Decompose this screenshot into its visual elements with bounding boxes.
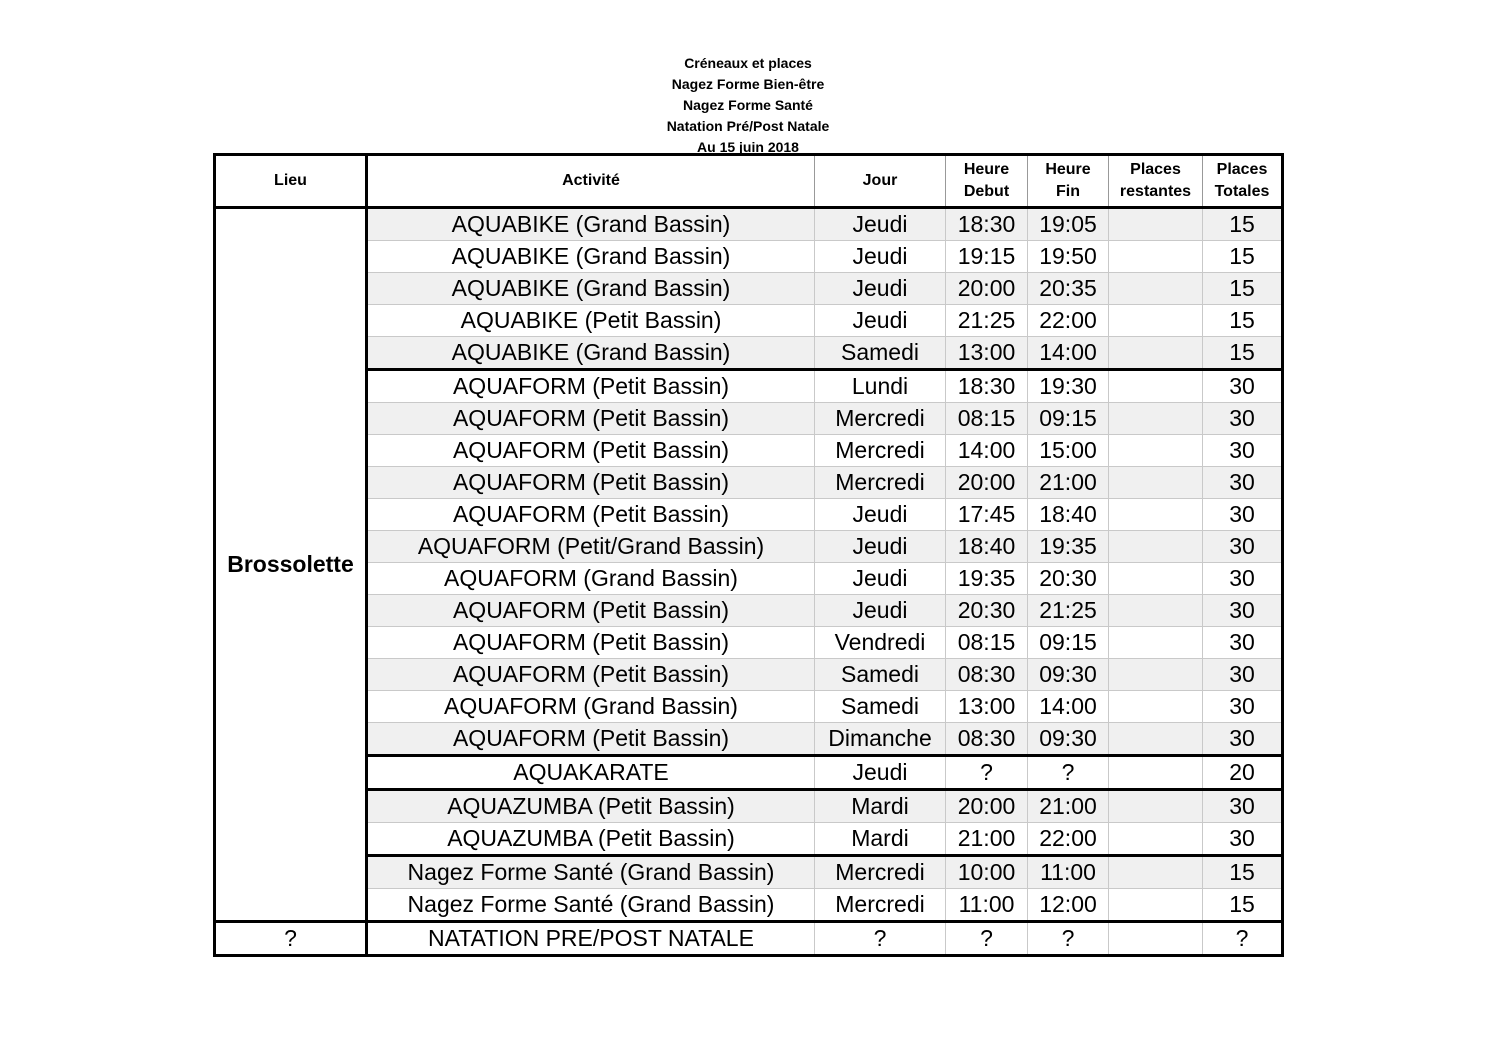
header-jour: Jour bbox=[815, 155, 946, 208]
activite-cell: AQUAFORM (Petit Bassin) bbox=[367, 499, 815, 531]
activite-cell: AQUAFORM (Petit/Grand Bassin) bbox=[367, 531, 815, 563]
header-heure-fin bbox=[1028, 155, 1109, 208]
fin-cell: 21:00 bbox=[1028, 467, 1109, 499]
fin-cell: 11:00 bbox=[1028, 856, 1109, 889]
restantes-cell bbox=[1109, 403, 1203, 435]
activite-cell: AQUAFORM (Grand Bassin) bbox=[367, 563, 815, 595]
fin-cell: 21:25 bbox=[1028, 595, 1109, 627]
schedule-table bbox=[213, 153, 1284, 957]
restantes-cell bbox=[1109, 823, 1203, 856]
totales-cell: 30 bbox=[1203, 435, 1283, 467]
restantes-cell bbox=[1109, 627, 1203, 659]
activite-cell: Nagez Forme Santé (Grand Bassin) bbox=[367, 889, 815, 922]
table-row bbox=[215, 659, 1283, 691]
table-row bbox=[215, 305, 1283, 337]
debut-cell: 08:30 bbox=[946, 723, 1028, 756]
jour-cell: ? bbox=[815, 922, 946, 956]
debut-cell: 20:00 bbox=[946, 790, 1028, 823]
restantes-cell bbox=[1109, 241, 1203, 273]
activite-cell: AQUAFORM (Petit Bassin) bbox=[367, 723, 815, 756]
jour-cell: Jeudi bbox=[815, 531, 946, 563]
activite-cell: AQUAZUMBA (Petit Bassin) bbox=[367, 790, 815, 823]
debut-cell: 20:00 bbox=[946, 467, 1028, 499]
fin-cell: 20:30 bbox=[1028, 563, 1109, 595]
totales-cell: 30 bbox=[1203, 790, 1283, 823]
jour-cell: Jeudi bbox=[815, 595, 946, 627]
activite-cell: AQUAKARATE bbox=[367, 756, 815, 790]
table-row bbox=[215, 241, 1283, 273]
fin-cell: 14:00 bbox=[1028, 337, 1109, 370]
debut-cell: 20:30 bbox=[946, 595, 1028, 627]
debut-cell: 20:00 bbox=[946, 273, 1028, 305]
debut-cell: 18:30 bbox=[946, 208, 1028, 241]
totales-cell: 30 bbox=[1203, 467, 1283, 499]
table-row bbox=[215, 627, 1283, 659]
header-text: Places bbox=[1216, 161, 1268, 178]
activite-cell: AQUAFORM (Grand Bassin) bbox=[367, 691, 815, 723]
jour-cell: Jeudi bbox=[815, 241, 946, 273]
jour-cell: Vendredi bbox=[815, 627, 946, 659]
title-line: Créneaux et places bbox=[684, 55, 812, 71]
table-row bbox=[215, 531, 1283, 563]
header-lieu: Lieu bbox=[215, 155, 367, 208]
title-line: Natation Pré/Post Natale bbox=[666, 118, 830, 134]
debut-cell: 19:15 bbox=[946, 241, 1028, 273]
activite-cell: AQUABIKE (Petit Bassin) bbox=[367, 305, 815, 337]
totales-cell: 30 bbox=[1203, 403, 1283, 435]
header-text: Totales bbox=[1214, 183, 1270, 200]
totales-cell: 30 bbox=[1203, 370, 1283, 403]
fin-cell: 19:50 bbox=[1028, 241, 1109, 273]
activite-cell: AQUAFORM (Petit Bassin) bbox=[367, 659, 815, 691]
restantes-cell bbox=[1109, 595, 1203, 627]
title-line: Nagez Forme Santé bbox=[683, 97, 813, 113]
jour-cell: Jeudi bbox=[815, 305, 946, 337]
debut-cell: 08:15 bbox=[946, 627, 1028, 659]
debut-cell: ? bbox=[946, 756, 1028, 790]
totales-cell: 30 bbox=[1203, 531, 1283, 563]
restantes-cell bbox=[1109, 756, 1203, 790]
header-heure-debut bbox=[946, 155, 1028, 208]
table-row bbox=[215, 273, 1283, 305]
jour-cell: Dimanche bbox=[815, 723, 946, 756]
schedule-body bbox=[215, 208, 1283, 956]
activite-cell: AQUABIKE (Grand Bassin) bbox=[367, 241, 815, 273]
fin-cell: 12:00 bbox=[1028, 889, 1109, 922]
fin-cell: 22:00 bbox=[1028, 305, 1109, 337]
activite-cell: AQUABIKE (Grand Bassin) bbox=[367, 337, 815, 370]
totales-cell: 30 bbox=[1203, 499, 1283, 531]
restantes-cell bbox=[1109, 889, 1203, 922]
activite-cell: AQUAFORM (Petit Bassin) bbox=[367, 435, 815, 467]
restantes-cell bbox=[1109, 370, 1203, 403]
debut-cell: 13:00 bbox=[946, 691, 1028, 723]
table-row bbox=[215, 435, 1283, 467]
jour-cell: Jeudi bbox=[815, 208, 946, 241]
table-row bbox=[215, 337, 1283, 370]
debut-cell: 08:15 bbox=[946, 403, 1028, 435]
lieu-cell: Brossolette bbox=[215, 208, 367, 922]
table-row bbox=[215, 856, 1283, 889]
restantes-cell bbox=[1109, 723, 1203, 756]
jour-cell: Mercredi bbox=[815, 403, 946, 435]
restantes-cell bbox=[1109, 922, 1203, 956]
restantes-cell bbox=[1109, 691, 1203, 723]
activite-cell: NATATION PRE/POST NATALE bbox=[367, 922, 815, 956]
restantes-cell bbox=[1109, 563, 1203, 595]
jour-cell: Jeudi bbox=[815, 563, 946, 595]
debut-cell: 14:00 bbox=[946, 435, 1028, 467]
header-activite: Activité bbox=[367, 155, 815, 208]
title-line: Au 15 juin 2018 bbox=[697, 139, 799, 155]
fin-cell: 15:00 bbox=[1028, 435, 1109, 467]
header-text: Heure bbox=[1045, 161, 1091, 178]
jour-cell: Mardi bbox=[815, 823, 946, 856]
fin-cell: ? bbox=[1028, 756, 1109, 790]
totales-cell: ? bbox=[1203, 922, 1283, 956]
restantes-cell bbox=[1109, 790, 1203, 823]
document-title-block bbox=[598, 53, 898, 158]
totales-cell: 30 bbox=[1203, 659, 1283, 691]
jour-cell: Mercredi bbox=[815, 889, 946, 922]
fin-cell: 19:35 bbox=[1028, 531, 1109, 563]
restantes-cell bbox=[1109, 659, 1203, 691]
table-row bbox=[215, 889, 1283, 922]
fin-cell: 19:05 bbox=[1028, 208, 1109, 241]
totales-cell: 30 bbox=[1203, 627, 1283, 659]
restantes-cell bbox=[1109, 531, 1203, 563]
lieu-cell: ? bbox=[215, 922, 367, 956]
totales-cell: 15 bbox=[1203, 241, 1283, 273]
totales-cell: 30 bbox=[1203, 723, 1283, 756]
header-text: Fin bbox=[1056, 183, 1080, 200]
table-row bbox=[215, 403, 1283, 435]
totales-cell: 15 bbox=[1203, 337, 1283, 370]
jour-cell: Mercredi bbox=[815, 856, 946, 889]
jour-cell: Jeudi bbox=[815, 273, 946, 305]
table-row bbox=[215, 790, 1283, 823]
header-text: restantes bbox=[1119, 183, 1192, 200]
fin-cell: 18:40 bbox=[1028, 499, 1109, 531]
activite-cell: AQUAFORM (Petit Bassin) bbox=[367, 403, 815, 435]
restantes-cell bbox=[1109, 467, 1203, 499]
header-text: Debut bbox=[963, 183, 1010, 200]
activite-cell: AQUABIKE (Grand Bassin) bbox=[367, 273, 815, 305]
jour-cell: Mercredi bbox=[815, 435, 946, 467]
jour-cell: Jeudi bbox=[815, 499, 946, 531]
debut-cell: 18:30 bbox=[946, 370, 1028, 403]
header-row bbox=[215, 155, 1283, 208]
totales-cell: 15 bbox=[1203, 273, 1283, 305]
debut-cell: 17:45 bbox=[946, 499, 1028, 531]
jour-cell: Jeudi bbox=[815, 756, 946, 790]
fin-cell: 21:00 bbox=[1028, 790, 1109, 823]
restantes-cell bbox=[1109, 435, 1203, 467]
table-row bbox=[215, 691, 1283, 723]
debut-cell: 11:00 bbox=[946, 889, 1028, 922]
fin-cell: 22:00 bbox=[1028, 823, 1109, 856]
activite-cell: Nagez Forme Santé (Grand Bassin) bbox=[367, 856, 815, 889]
table-row bbox=[215, 595, 1283, 627]
jour-cell: Lundi bbox=[815, 370, 946, 403]
restantes-cell bbox=[1109, 856, 1203, 889]
header-places-totales bbox=[1203, 155, 1283, 208]
header-places-restantes bbox=[1109, 155, 1203, 208]
header-text: Heure bbox=[963, 161, 1010, 178]
fin-cell: 09:15 bbox=[1028, 627, 1109, 659]
fin-cell: 19:30 bbox=[1028, 370, 1109, 403]
fin-cell: 14:00 bbox=[1028, 691, 1109, 723]
totales-cell: 15 bbox=[1203, 856, 1283, 889]
debut-cell: 21:00 bbox=[946, 823, 1028, 856]
jour-cell: Mercredi bbox=[815, 467, 946, 499]
totales-cell: 15 bbox=[1203, 305, 1283, 337]
activite-cell: AQUABIKE (Grand Bassin) bbox=[367, 208, 815, 241]
table-row bbox=[215, 563, 1283, 595]
restantes-cell bbox=[1109, 499, 1203, 531]
jour-cell: Mardi bbox=[815, 790, 946, 823]
jour-cell: Samedi bbox=[815, 337, 946, 370]
totales-cell: 15 bbox=[1203, 208, 1283, 241]
totales-cell: 15 bbox=[1203, 889, 1283, 922]
title-line: Nagez Forme Bien-être bbox=[671, 76, 825, 92]
jour-cell: Samedi bbox=[815, 691, 946, 723]
debut-cell: 18:40 bbox=[946, 531, 1028, 563]
activite-cell: AQUAFORM (Petit Bassin) bbox=[367, 595, 815, 627]
debut-cell: 13:00 bbox=[946, 337, 1028, 370]
totales-cell: 30 bbox=[1203, 691, 1283, 723]
fin-cell: 09:30 bbox=[1028, 659, 1109, 691]
restantes-cell bbox=[1109, 305, 1203, 337]
restantes-cell bbox=[1109, 337, 1203, 370]
activite-cell: AQUAZUMBA (Petit Bassin) bbox=[367, 823, 815, 856]
debut-cell: ? bbox=[946, 922, 1028, 956]
table-row bbox=[215, 499, 1283, 531]
debut-cell: 21:25 bbox=[946, 305, 1028, 337]
restantes-cell bbox=[1109, 208, 1203, 241]
debut-cell: 19:35 bbox=[946, 563, 1028, 595]
table-row bbox=[215, 823, 1283, 856]
activite-cell: AQUAFORM (Petit Bassin) bbox=[367, 467, 815, 499]
restantes-cell bbox=[1109, 273, 1203, 305]
totales-cell: 30 bbox=[1203, 823, 1283, 856]
fin-cell: 09:30 bbox=[1028, 723, 1109, 756]
totales-cell: 30 bbox=[1203, 563, 1283, 595]
debut-cell: 08:30 bbox=[946, 659, 1028, 691]
totales-cell: 30 bbox=[1203, 595, 1283, 627]
activite-cell: AQUAFORM (Petit Bassin) bbox=[367, 627, 815, 659]
fin-cell: ? bbox=[1028, 922, 1109, 956]
fin-cell: 09:15 bbox=[1028, 403, 1109, 435]
table-row bbox=[215, 723, 1283, 756]
header-text: Places bbox=[1130, 161, 1181, 178]
table-row bbox=[215, 208, 1283, 241]
table-row bbox=[215, 467, 1283, 499]
table-row bbox=[215, 922, 1283, 956]
totales-cell: 20 bbox=[1203, 756, 1283, 790]
debut-cell: 10:00 bbox=[946, 856, 1028, 889]
activite-cell: AQUAFORM (Petit Bassin) bbox=[367, 370, 815, 403]
table-row bbox=[215, 370, 1283, 403]
table-row bbox=[215, 756, 1283, 790]
fin-cell: 20:35 bbox=[1028, 273, 1109, 305]
jour-cell: Samedi bbox=[815, 659, 946, 691]
